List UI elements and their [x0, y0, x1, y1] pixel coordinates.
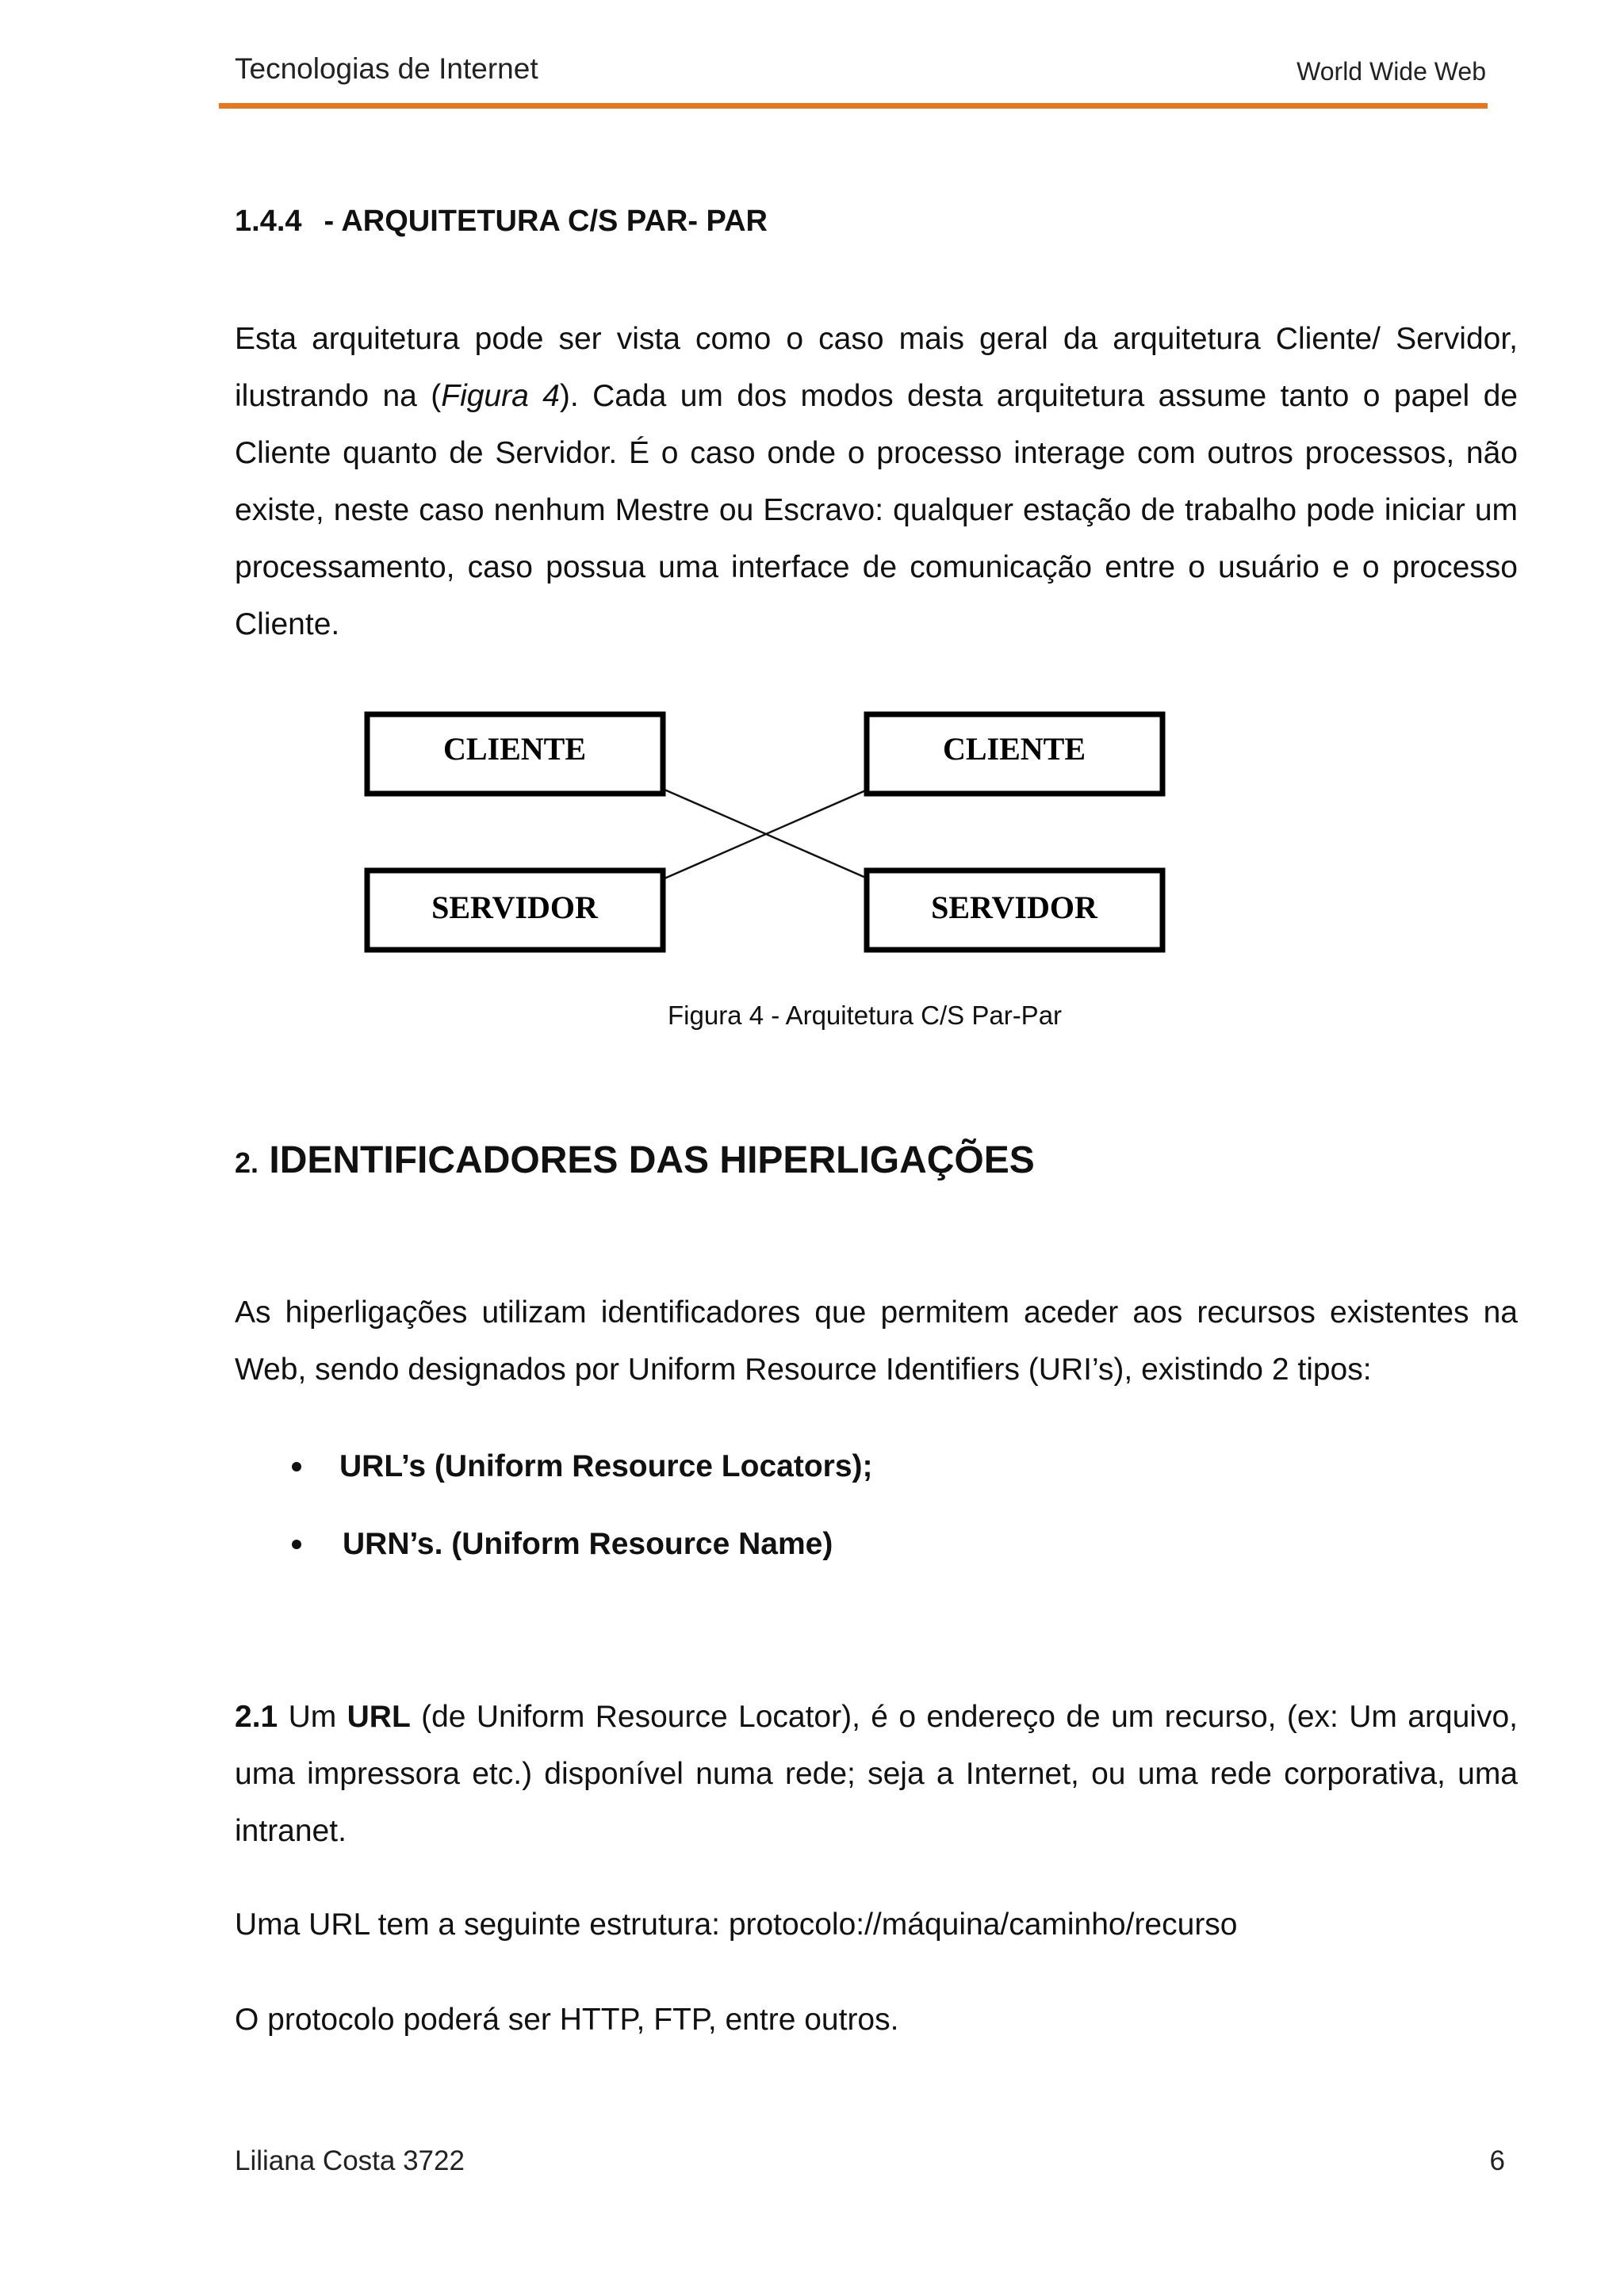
paragraph-url-definition — [235, 1689, 1518, 1860]
paragraph-text-1: Esta arquitetura pode ser vista como o caso mais geral da arquitetura Cliente/ Servidor, ilustrando na ( — [235, 322, 1518, 413]
url-term: URL — [347, 1700, 411, 1734]
label-bottom-right: SERVIDOR — [931, 890, 1097, 925]
paragraph-url-structure: Uma URL tem a seguinte estrutura: protocolo://máquina/caminho/recurso — [235, 1908, 1238, 1942]
footer-page-number: 6 — [1489, 2145, 1505, 2176]
url-text-after: (de Uniform Resource Locator), é o endereço de um recurso, (ex: Um arquivo, uma impressora etc.) disponível numa rede; seja a Internet, ou uma rede corporativa, uma intranet. — [235, 1700, 1518, 1848]
label-top-right: CLIENTE — [942, 731, 1086, 767]
peer-to-peer-diagram — [363, 710, 1172, 972]
footer-author: Liliana Costa 3722 — [235, 2145, 465, 2176]
figure-caption: Figura 4 - Arquitetura C/S Par-Par — [668, 1001, 1063, 1030]
header-right-title: World Wide Web — [1297, 57, 1486, 86]
bullet-icon — [292, 1540, 301, 1549]
label-top-left: CLIENTE — [442, 731, 587, 767]
paragraph-protocol: O protocolo poderá ser HTTP, FTP, entre outros. — [235, 2003, 899, 2037]
header-left-title: Tecnologias de Internet — [235, 52, 538, 85]
section-number: 1.4.4 — [235, 205, 302, 238]
figure-reference: Figura 4 — [441, 379, 560, 413]
paragraph-hyperlinks: As hiperligações utilizam identificadores que permitem aceder aos recursos existentes na Web, sendo designados por Uniform Resource Identifiers (URI’s), existindo 2 tipos: — [235, 1295, 1518, 1387]
list-item-text: URL’s (Uniform Resource Locators); — [339, 1449, 873, 1483]
header-rule — [219, 103, 1488, 109]
list-item-text: URN’s. (Uniform Resource Name) — [343, 1527, 833, 1561]
paragraph-architecture — [235, 311, 1518, 653]
label-bottom-left: SERVIDOR — [431, 890, 598, 925]
section-2-title: IDENTIFICADORES DAS HIPERLIGAÇÕES — [269, 1139, 1035, 1181]
bullet-icon — [292, 1462, 301, 1471]
paragraph-text-2: ). Cada um dos modos desta arquitetura assume tanto o papel de Cliente quanto de Servidor. É o caso onde o processo interage com outros processos, não existe, neste caso nenhum Mestre ou Escravo: qualquer estação de trabalho pode iniciar um processamento, caso possua uma interface de comunicação entre o usuário e o processo Cliente. — [235, 379, 1518, 641]
section-2-number: 2. — [235, 1146, 259, 1179]
section-title-text: - ARQUITETURA C/S PAR- PAR — [324, 205, 768, 238]
list-item — [285, 1519, 872, 1597]
section-heading-2 — [235, 1138, 1035, 1182]
subsection-number: 2 — [235, 1700, 252, 1734]
subsection-number-rest: .1 — [251, 1700, 278, 1734]
url-text-before: Um — [278, 1700, 347, 1734]
uri-types-list — [285, 1441, 872, 1597]
list-item — [285, 1441, 872, 1519]
section-heading-1-4-4 — [235, 205, 768, 239]
